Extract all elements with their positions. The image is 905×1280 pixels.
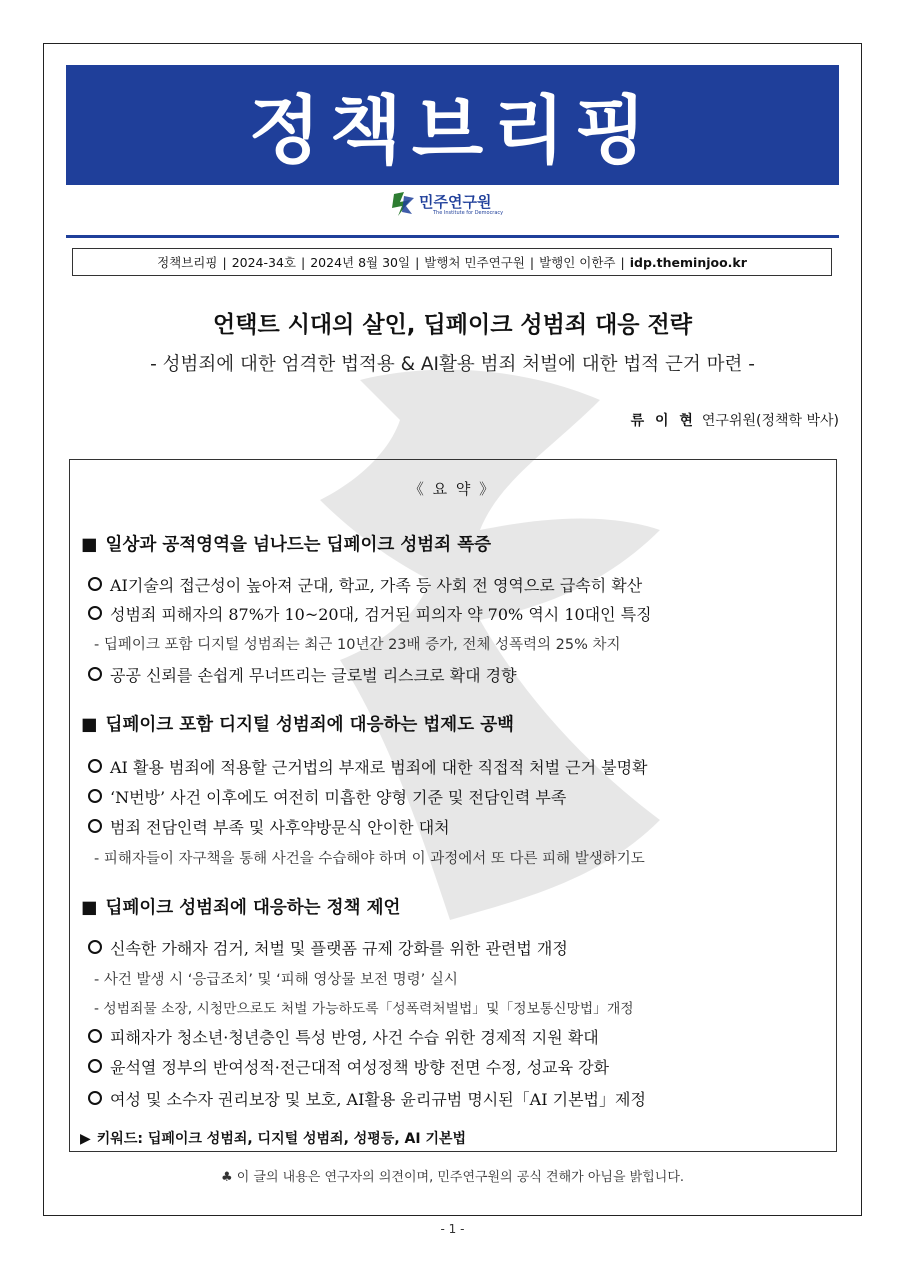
circle-bullet-icon: [88, 606, 102, 620]
info-series: 정책브리핑: [157, 255, 218, 270]
idp-logo-icon: [390, 190, 416, 220]
author-name: 류 이 현: [630, 413, 696, 429]
list-item: 신속한 가해자 검거, 처벌 및 플랫폼 규제 강화를 위한 관련법 개정: [88, 936, 568, 959]
circle-bullet-icon: [88, 759, 102, 773]
circle-bullet-icon: [88, 667, 102, 681]
page-number: - 1 -: [440, 1222, 465, 1236]
author-line: [631, 410, 839, 430]
triangle-right-icon: ▶: [80, 1131, 91, 1147]
summary-title: 《 요 약 》: [408, 480, 497, 498]
logo-name: 민주연구원: [419, 193, 492, 211]
circle-bullet-icon: [88, 577, 102, 591]
circle-bullet-icon: [88, 1029, 102, 1043]
info-publisher: 발행처 민주연구원: [424, 255, 525, 270]
list-item: 공공 신뢰를 손쉽게 무너뜨리는 글로벌 리스크로 확대 경향: [88, 663, 517, 686]
list-subitem: - 딥페이크 포함 디지털 성범죄는 최근 10년간 23배 증가, 전체 성폭력의 25% 차지: [94, 637, 621, 653]
document-title: 언택트 시대의 살인, 딥페이크 성범죄 대응 전략: [213, 312, 692, 338]
info-separator: |: [415, 254, 420, 270]
list-item: 범죄 전담인력 부족 및 사후약방문식 안이한 대처: [88, 815, 450, 838]
black-square-icon: ■: [81, 898, 98, 918]
circle-bullet-icon: [88, 789, 102, 803]
list-subitem: - 사건 발생 시 ‘응급조치’ 및 ‘피해 영상물 보전 명령’ 실시: [94, 972, 458, 988]
info-website[interactable]: idp.theminjoo.kr: [629, 254, 747, 270]
black-square-icon: ■: [81, 715, 98, 735]
list-item: AI기술의 접근성이 높아져 군대, 학교, 가족 등 사회 전 영역으로 급속히 확산: [88, 573, 642, 596]
list-item: AI 활용 범죄에 적용할 근거법의 부재로 범죄에 대한 직접적 처벌 근거 불명확: [88, 755, 648, 778]
info-issue: 2024-34호: [231, 255, 296, 270]
info-issuer: 발행인 이한주: [539, 255, 616, 270]
list-item: 윤석열 정부의 반여성적·전근대적 여성정책 방향 전면 수정, 성교육 강화: [88, 1055, 609, 1078]
document-subtitle: - 성범죄에 대한 엄격한 법적용 & AI활용 범죄 처벌에 대한 법적 근거 마련 -: [150, 354, 755, 375]
list-item: 성범죄 피해자의 87%가 10~20대, 검거된 피의자 약 70% 역시 10대인 특징: [88, 602, 652, 625]
logo-subtitle: The Institute for Democracy: [433, 210, 504, 216]
publication-info-bar: [72, 248, 832, 276]
list-subitem: - 피해자들이 자구책을 통해 사건을 수습해야 하며 이 과정에서 또 다른 피해 발생하기도: [94, 851, 645, 867]
banner-title: 정책브리핑: [248, 88, 657, 174]
info-separator: |: [301, 254, 306, 270]
info-separator: |: [620, 254, 625, 270]
black-square-icon: ■: [81, 535, 98, 555]
header-banner: [66, 65, 839, 185]
section-heading: ■ 딥페이크 포함 디지털 성범죄에 대응하는 법제도 공백: [81, 715, 515, 735]
circle-bullet-icon: [88, 1059, 102, 1073]
institute-logo: [390, 190, 503, 220]
list-item: 피해자가 청소년·청년층인 특성 반영, 사건 수습 위한 경제적 지원 확대: [88, 1025, 599, 1048]
list-subitem: - 성범죄물 소장, 시청만으로도 처벌 가능하도록「성폭력처벌법」및「정보통신망법」개정: [94, 1001, 634, 1017]
info-separator: |: [222, 254, 227, 270]
circle-bullet-icon: [88, 940, 102, 954]
circle-bullet-icon: [88, 819, 102, 833]
circle-bullet-icon: [88, 1091, 102, 1105]
author-role: 연구위원(정책학 박사): [701, 413, 839, 429]
info-date: 2024년 8월 30일: [310, 255, 411, 270]
section-heading: ■ 딥페이크 성범죄에 대응하는 정책 제언: [81, 898, 401, 918]
disclaimer: ♣ 이 글의 내용은 연구자의 의견이며, 민주연구원의 공식 견해가 아님을 밝힙니다.: [220, 1170, 685, 1185]
header-rule: [66, 235, 839, 238]
info-separator: |: [529, 254, 535, 270]
list-item: ‘N번방’ 사건 이후에도 여전히 미흡한 양형 기준 및 전담인력 부족: [88, 785, 566, 808]
keywords-line: ▶ 키워드: 딥페이크 성범죄, 디지털 성범죄, 성평등, AI 기본법: [80, 1131, 467, 1147]
section-heading: ■ 일상과 공적영역을 넘나드는 딥페이크 성범죄 폭증: [81, 535, 492, 555]
list-item: 여성 및 소수자 권리보장 및 보호, AI활용 윤리규범 명시된「AI 기본법」제정: [88, 1087, 646, 1110]
